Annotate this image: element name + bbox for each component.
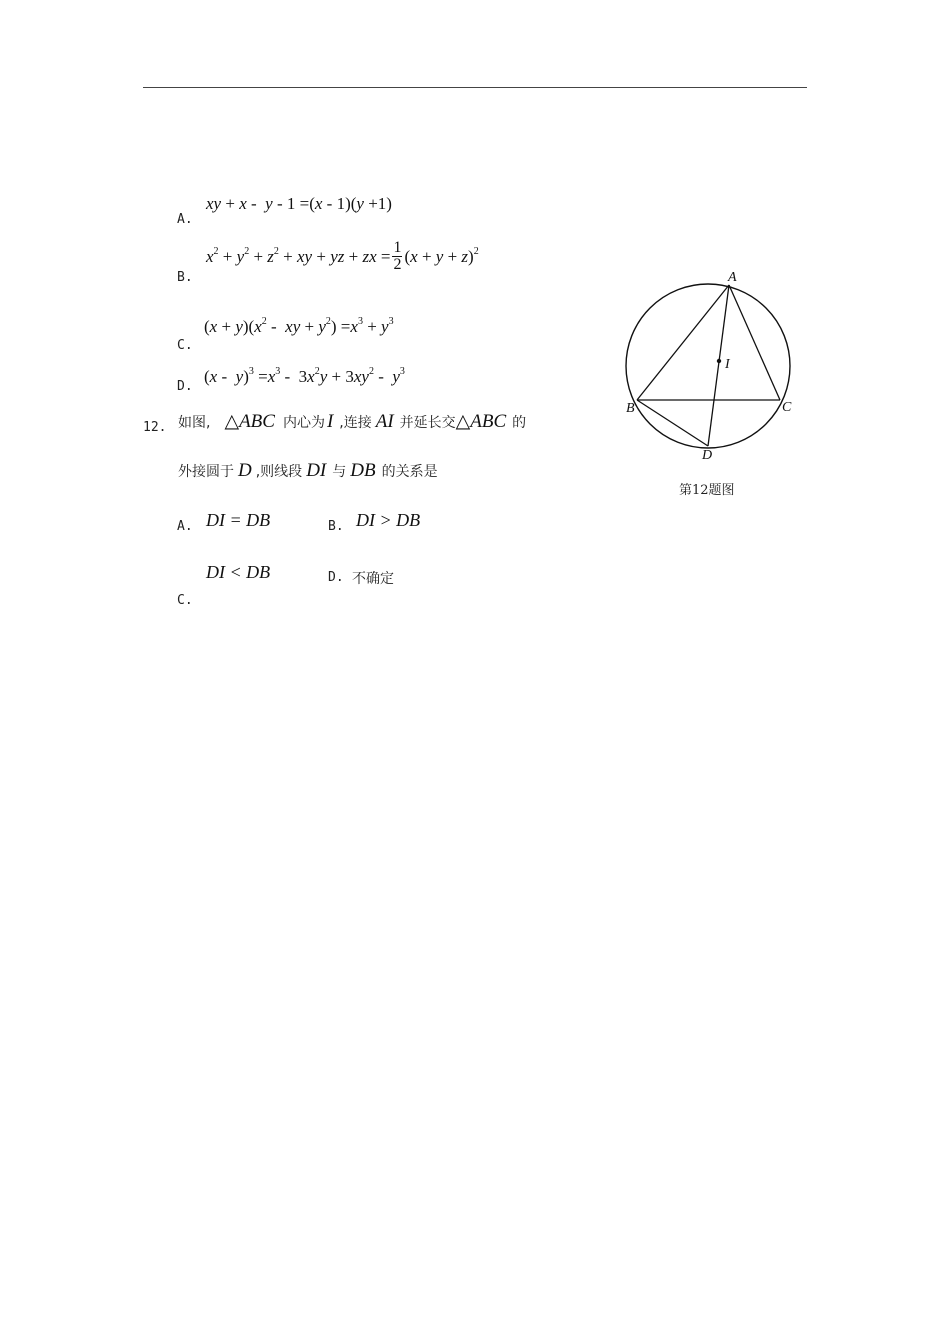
q12-text: 与 (332, 464, 347, 480)
triangle-abc: △ABC (224, 411, 275, 432)
q12-option-b-label: B. (328, 519, 344, 534)
figure-caption: 第12题图 (679, 483, 735, 498)
point-d: D (238, 460, 252, 481)
q12-text: ,则线段 (255, 464, 303, 480)
q12-option-d-text: 不确定 (352, 571, 394, 587)
segment-di: DI (306, 460, 327, 481)
segment-ai: AI (375, 411, 394, 432)
q12-text: 如图, (178, 415, 211, 431)
q11-option-c-expr: $(x + y)(x^2$ - xy + $y^2) =x^3 + y^3$ (204, 316, 394, 336)
triangle-abc: △ABC (455, 411, 507, 432)
q11-option-a-expr: xy + x - y - 1 =(x - 1)(y +1) (206, 194, 392, 213)
q11-option-d-expr: $(x - y)^3 =x^3 - 3x^2y + 3xy^2 - y^3$ (204, 366, 405, 386)
side-ab (637, 285, 729, 400)
side-ac (729, 285, 780, 400)
q12-line-1 (178, 410, 526, 433)
q12-option-a-label: A. (177, 519, 193, 534)
q12-text: 并延长交 (399, 415, 456, 431)
fraction: $\frac{1}{2}$ (393, 239, 402, 273)
segment-bd (637, 400, 708, 446)
q12-option-a-expr: DI = DB (206, 510, 271, 530)
q12-text: 的 (512, 415, 527, 431)
q12-option-c-label: C. (177, 593, 193, 608)
q11-option-c-label: C. (177, 338, 193, 353)
q11-option-d-label: D. (177, 379, 193, 394)
q12-text: 内心为 (282, 415, 325, 431)
q12-number: 12. (143, 420, 167, 435)
q11-option-a-label: A. (177, 212, 193, 227)
incenter-point (717, 359, 721, 363)
q12-text: ,连接 (339, 415, 372, 431)
q11-option-b-label: B. (177, 270, 193, 285)
q12-option-d-label: D. (328, 570, 344, 585)
q12-text: 的关系是 (381, 464, 438, 480)
point-i-label: I (725, 357, 730, 372)
circle-triangle-figure (615, 265, 805, 465)
point-a-label: A (728, 270, 737, 285)
point-c-label: C (782, 400, 792, 415)
q12-text: 外接圆于 (178, 464, 234, 480)
incenter-i: I (326, 411, 334, 432)
point-b-label: B (626, 401, 635, 416)
q11-option-b-expr: $x^2 + y^2 + z^2$ + xy + yz + zx = $\frac{1}{2}$ $(x + y + z)^2$ (206, 239, 479, 273)
point-d-label: D (702, 448, 713, 463)
q12-option-c-expr: DI < DB (206, 562, 271, 582)
q12-line-2 (178, 460, 438, 482)
header-rule (143, 87, 807, 88)
q12-option-b-expr: DI > DB (356, 510, 421, 530)
segment-db: DB (350, 460, 376, 481)
